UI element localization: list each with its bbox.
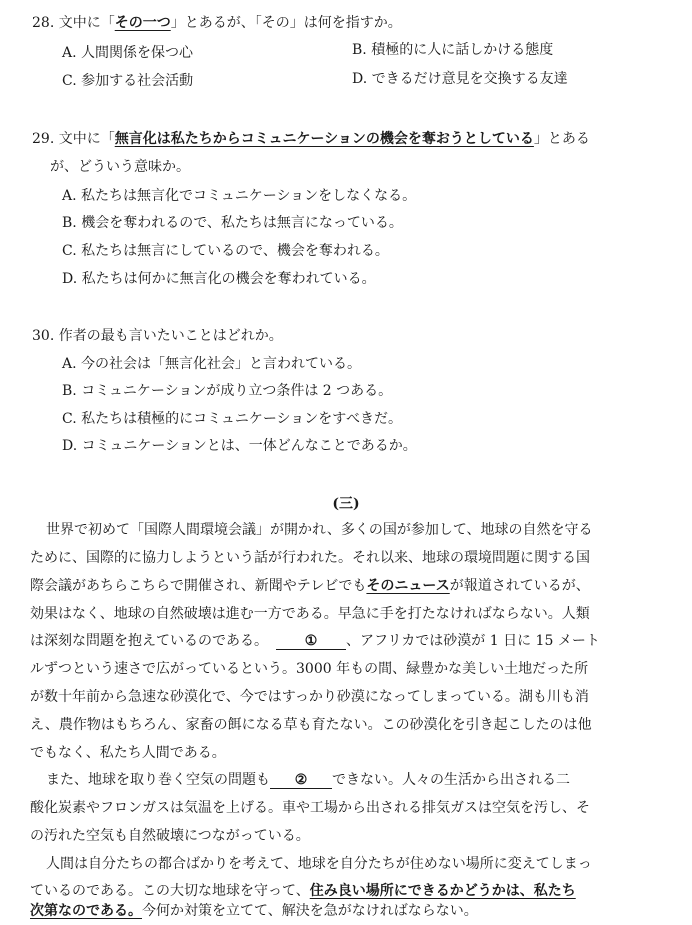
passage-text: できない。人々の生活から出される二	[332, 772, 570, 788]
passage-line: ために、国際的に協力しようという話が行われた。それ以来、地球の環境問題に関する国	[30, 550, 590, 566]
underlined-phrase: そのニュース	[366, 578, 450, 594]
q29-option-d: D. 私たちは何かに無言化の機会を奪われている。	[62, 271, 376, 287]
passage-line	[30, 632, 600, 650]
q29-option-a: A. 私たちは無言化でコミュニケーションをしなくなる。	[62, 188, 417, 204]
passage-text: ているのである。この大切な地球を守って、	[30, 883, 310, 899]
passage-text: は深刻な問題を抱えているのである。	[30, 633, 268, 649]
question-30-stem	[32, 327, 283, 345]
q30-option-b: B. コミュニケーションが成り立つ条件は 2 つある。	[62, 383, 393, 399]
q30-option-d: D. コミュニケーションとは、一体どんなことであるか。	[62, 438, 417, 454]
passage-line: 人間は自分たちの都合ばかりを考えて、地球を自分たちが住めない場所に変えてしまっ	[46, 856, 592, 872]
answer-blank-1: ①	[276, 634, 346, 650]
section-title: (三)	[332, 496, 360, 512]
passage-text: 今何か対策を立てて、解決を急がなければならない。	[142, 903, 478, 919]
q29-option-c: C. 私たちは無言にしているので、機会を奪われる。	[62, 243, 389, 259]
q29-option-b: B. 機会を奪われるので、私たちは無言になっている。	[62, 215, 403, 231]
quoted-phrase: その一つ	[114, 15, 171, 31]
q28-option-a: A. 人間関係を保つ心	[62, 45, 194, 61]
passage-text: が報道されているが、	[449, 578, 590, 594]
q30-option-a: A. 今の社会は「無言化社会」と言われている。	[62, 356, 362, 372]
passage-line: が数十年前から急速な砂漠化で、今ではすっかり砂漠になってしまっている。湖も川も消	[30, 689, 589, 705]
passage-text: 、アフリカでは砂漠が 1 日に 15 メート	[346, 633, 600, 649]
passage-line: 効果はなく、地球の自然破壊は進む一方である。早急に手を打たなければならない。人類	[30, 606, 590, 622]
underlined-phrase: 住み良い場所にできるかどうかは、私たち	[309, 883, 576, 899]
question-lead: 文中に「	[58, 15, 115, 31]
passage-text: 際会議があちらこちらで開催され、新聞やテレビでも	[30, 578, 367, 594]
passage-line: でもなく、私たち人間である。	[30, 745, 226, 761]
answer-blank-2: ②	[270, 773, 332, 789]
underlined-phrase: 次第なのである。	[30, 903, 142, 919]
question-29-stem-continued: が、どういう意味か。	[50, 159, 190, 175]
question-number: 30.	[32, 328, 55, 344]
question-tail: 」とある	[533, 131, 590, 147]
passage-line	[46, 771, 570, 789]
question-tail: 」とあるが、「その」は何を指すか。	[170, 15, 402, 31]
question-28-stem	[32, 14, 402, 32]
passage-text: また、地球を取り巻く空気の問題も	[46, 772, 270, 788]
passage-line: え、農作物はもちろん、家畜の餌になる草も育たない。この砂漠化を引き起こしたのは他	[30, 717, 592, 733]
question-text: 作者の最も言いたいことはどれか。	[58, 328, 283, 344]
q30-option-c: C. 私たちは積極的にコミュニケーションをすべきだ。	[62, 411, 402, 427]
passage-line: ルずつという速さで広がっているという。3000 年もの間、緑豊かな美しい土地だった所	[30, 661, 589, 677]
question-number: 28.	[32, 15, 55, 31]
q28-option-d: D. できるだけ意見を交換する友達	[352, 71, 568, 87]
question-number: 29.	[32, 131, 55, 147]
question-29-stem	[32, 130, 590, 148]
passage-line	[30, 902, 478, 920]
question-lead: 文中に「	[58, 131, 115, 147]
q28-option-c: C. 参加する社会活動	[62, 73, 194, 89]
passage-line: 世界で初めて「国際人間環境会議」が開かれ、多くの国が参加して、地球の自然を守る	[46, 522, 593, 538]
passage-line: 酸化炭素やフロンガスは気温を上げる。車や工場から出される排気ガスは空気を汚し、そ	[30, 800, 590, 816]
passage-line	[30, 577, 590, 595]
passage-line	[30, 882, 576, 900]
q28-option-b: B. 積極的に人に話しかける態度	[352, 42, 554, 58]
quoted-phrase: 無言化は私たちからコミュニケーションの機会を奪おうとしている	[114, 131, 534, 147]
passage-line: の汚れた空気も自然破壊につながっている。	[30, 828, 310, 844]
